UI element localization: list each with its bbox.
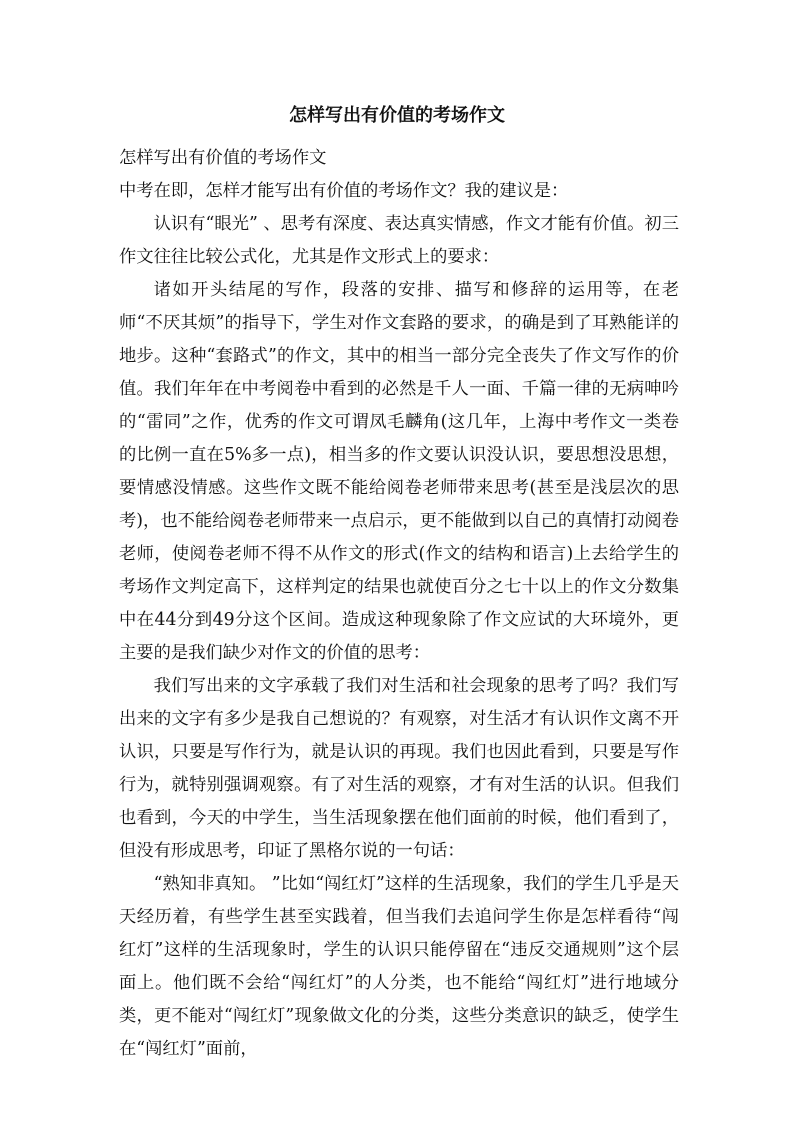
document-subtitle: 怎样写出有价值的考场作文 xyxy=(119,148,327,168)
paragraph: “熟知非真知。 ”比如“闯红灯”这样的生活现象，我们的学生几乎是天天经历着，有些学生甚至实践着，但当我们去追问学生你是怎样看待“闯红灯”这样的生活现象时，学生的认识只能停留在“违反交通规则”这个层面上。他们既不会给“闯红灯”的人分类，也不能给“闯红灯”进行地域分类，更不能对“闯红灯”现象做文化的分类，这些分类意识的缺乏，使学生在“闯红灯”面前， xyxy=(119,874,679,1059)
paragraph: 认识有“眼光” 、思考有深度、表达真实情感，作文才能有价值。初三作文往往比较公式化，尤其是作文形式上的要求： xyxy=(119,214,679,267)
paragraph: 诸如开头结尾的写作，段落的安排、描写和修辞的运用等，在老师“不厌其烦”的指导下，学生对作文套路的要求，的确是到了耳熟能详的地步。这种“套路式”的作文，其中的相当一部分完全丧失了作文写作的价值。我们年年在中考阅卷中看到的必然是千人一面、千篇一律的无病呻吟的“雷同”之作，优秀的作文可谓凤毛麟角(这几年，上海中考作文一类卷的比例一直在5%多一点)，相当多的作文要认识没认识，要思想没思想，要情感没情感。这些作文既不能给阅卷老师带来思考(甚至是浅层次的思考)，也不能给阅卷老师带来一点启示，更不能做到以自己的真情打动阅卷老师，使阅卷老师不得不从作文的形式(作文的结构和语言)上去给学生的考场作文判定高下，这样判定的结果也就使百分之七十以上的作文分数集中在44分到49分这个区间。造成这种现象除了作文应试的大环境外，更主要的是我们缺少对作文的价值的思考： xyxy=(119,280,679,663)
paragraph: 我们写出来的文字承载了我们对生活和社会现象的思考了吗？我们写出来的文字有多少是我自己想说的？有观察，对生活才有认识作文离不开认识，只要是写作行为，就是认识的再现。我们也因此看到，只要是写作行为，就特别强调观察。有了对生活的观察，才有对生活的认识。但我们也看到，今天的中学生，当生活现象摆在他们面前的时候，他们看到了，但没有形成思考，印证了黑格尔说的一句话： xyxy=(119,676,679,861)
paragraph: 中考在即，怎样才能写出有价值的考场作文？我的建议是： xyxy=(119,181,569,201)
document-title: 怎样写出有价值的考场作文 xyxy=(289,105,505,126)
document-body xyxy=(119,142,679,1066)
